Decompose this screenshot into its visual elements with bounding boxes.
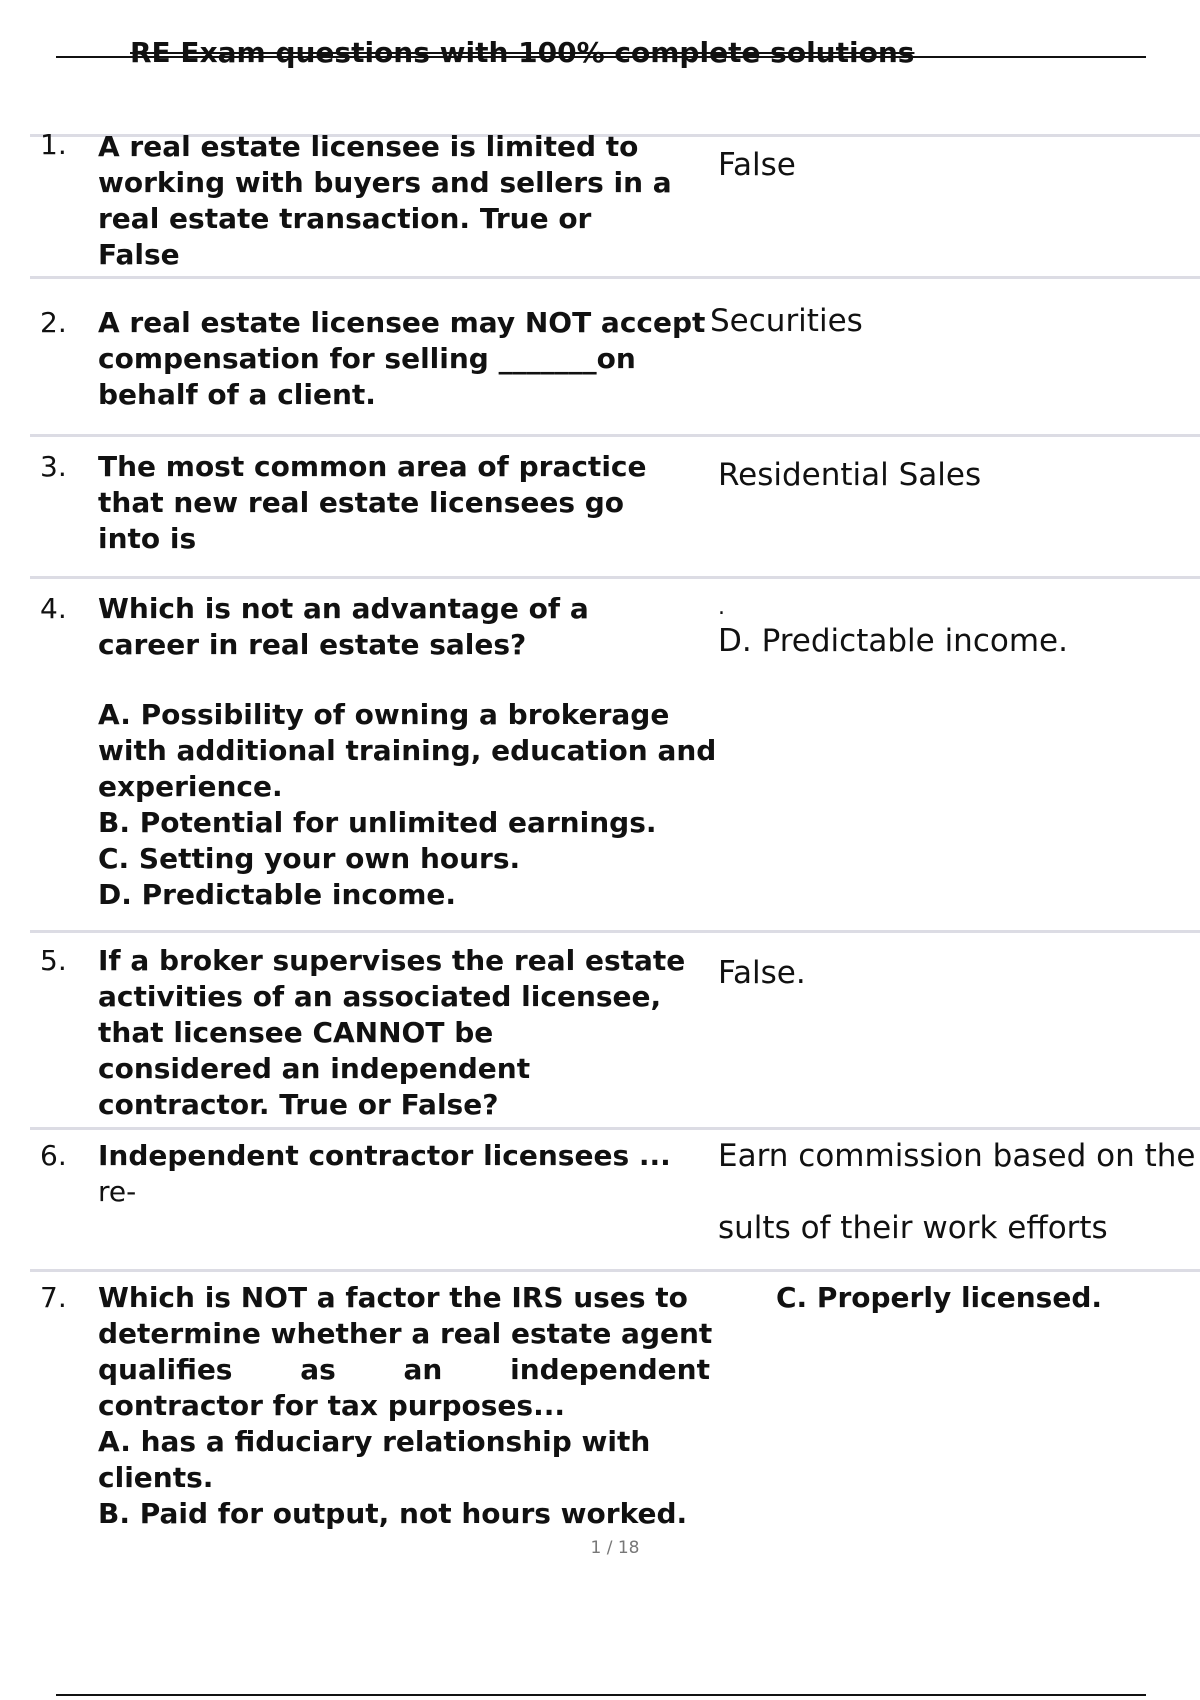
question-line: that licensee CANNOT be [98,1016,494,1049]
answer-option: A. has a fiduciary relationship with clients. [98,1425,651,1494]
question-number: 6. [40,1139,67,1172]
qa-row [30,128,1200,276]
answer-text [718,147,1200,276]
question-line: career in real estate sales? [98,628,527,661]
answer-option: B. Paid for output, not hours worked. [98,1497,688,1530]
answer-option: D. Predictable income. [98,878,457,911]
question-line: If a broker supervises the real estate [98,944,686,977]
answer-line: Earn commission based on the [718,1138,1196,1174]
answer-line: sults of their work efforts [718,1210,1108,1246]
question-line: Which is not an advantage of a [98,592,589,625]
question-number: 7. [40,1281,67,1314]
question-number: 4. [40,592,67,625]
question-line: Which is NOT a factor the IRS uses to [98,1281,688,1314]
question-line: into is [98,522,197,555]
question-line: that new real estate licensees go [98,486,625,519]
answer-text [710,303,1200,434]
bottom-rule [56,1694,1146,1696]
question-line: real estate transaction. True or [98,202,592,235]
question-line: A real estate licensee may NOT accept [98,306,706,339]
answer-line: Securities [710,303,863,339]
question-line: determine whether a real estate agent [98,1317,713,1350]
question-line: compensation for selling _______on [98,342,636,375]
answer-text [776,1280,1200,1532]
question-line: The most common area of practice [98,450,647,483]
qa-row [30,576,1200,930]
answer-line: . [718,595,725,620]
answer-option: A. Possibility of owning a brokerage with additional training, education and experience. [98,698,717,803]
answer-line: False [718,147,796,183]
question-text [98,591,718,930]
question-number: 3. [40,450,67,483]
title-rule [56,56,1146,58]
question-text [98,943,718,1127]
qa-row [30,276,1200,434]
question-text [98,1138,718,1269]
question-number: 2. [40,306,67,339]
qa-row [30,1269,1200,1532]
question-line: False [98,238,180,271]
answer-text [718,597,1200,930]
question-line: considered an independent [98,1052,531,1085]
question-number: 5. [40,944,67,977]
qa-row [30,434,1200,576]
question-number: 1. [40,128,67,161]
question-continuation: re- [98,1175,137,1208]
answer-text [718,457,1200,576]
question-line: contractor. True or False? [98,1088,499,1121]
question-line: working with buyers and sellers in a [98,166,672,199]
question-line: contractor for tax purposes... [98,1389,565,1422]
document-title: RE Exam questions with 100% complete solutions [130,36,915,69]
answer-text [718,955,1200,1127]
question-line: behalf of a client. [98,378,376,411]
question-text [98,449,718,576]
qa-row [30,930,1200,1127]
page-number: 1 / 18 [590,1538,640,1558]
question-line: Independent contractor licensees ... [98,1139,671,1172]
question-line: activities of an associated licensee, [98,980,662,1013]
answer-line: D. Predictable income. [718,623,1068,659]
qa-list [30,128,1200,1532]
question-line: qualifies as an independent [98,1353,710,1386]
qa-row [30,1127,1200,1269]
answer-text [718,1138,1200,1269]
answer-line: C. Properly licensed. [776,1281,1102,1314]
answer-option: B. Potential for unlimited earnings. [98,806,657,839]
question-text [98,129,718,276]
answer-option: C. Setting your own hours. [98,842,521,875]
question-text [98,1280,718,1532]
answer-line: False. [718,955,806,991]
question-text [98,305,718,434]
answer-line: Residential Sales [718,457,982,493]
question-line: A real estate licensee is limited to [98,130,639,163]
